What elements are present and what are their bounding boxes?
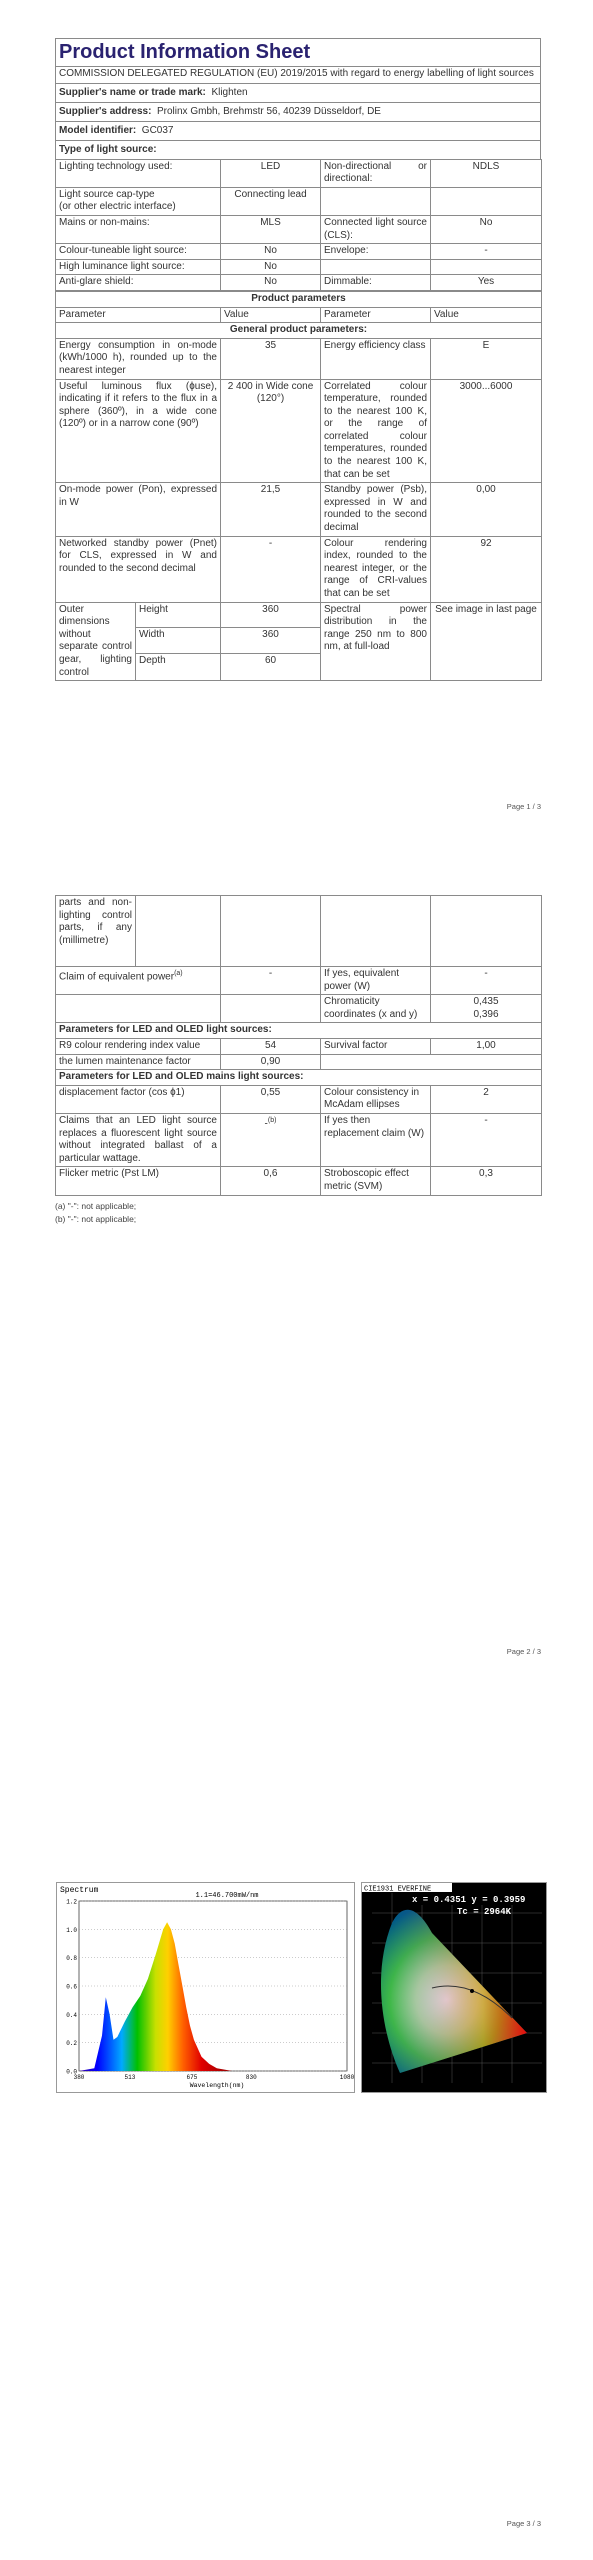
type-value-2 (431, 187, 542, 215)
general-value-1: 21,5 (221, 483, 321, 536)
spectrum-x-tick: 1080 (339, 2074, 354, 2081)
general-label-1: Useful luminous flux (ɸuse), indicating if it refers to the flux in a sphere (360º), in a wide cone (120º) or in a narrow cone (90º) (56, 379, 221, 483)
type-label-1: Anti-glare shield: (56, 275, 221, 291)
claim-value-cell (221, 1113, 321, 1166)
dimensions-label: Outer dimensions without separate control gear, lighting control (56, 602, 136, 681)
general-params-header: General product parameters: (56, 323, 542, 339)
type-label-1: Light source cap-type (or other electric interface) (56, 187, 221, 215)
type-value-2 (431, 259, 542, 275)
type-label-2: Envelope: (321, 244, 431, 260)
chroma-label: Chromaticity coordinates (x and y) (321, 995, 431, 1023)
cie-svg (362, 1883, 546, 2092)
equiv-label-cell (56, 967, 221, 995)
claim-value: - (264, 1118, 268, 1130)
empty-cell (321, 896, 431, 967)
chroma-values (431, 995, 542, 1023)
cie-tc: Tc = 2964K (457, 1907, 512, 1917)
general-row (56, 483, 542, 536)
cie-gamut-tint (381, 1910, 527, 2073)
general-label-2: Energy efficiency class (321, 338, 431, 379)
type-value-1: No (221, 259, 321, 275)
dimensions-label-continued: parts and non-lighting control parts, if any (millimetre) (56, 896, 136, 967)
general-row (56, 536, 542, 602)
regulation-text: COMMISSION DELEGATED REGULATION (EU) 2019/2015 with regard to energy labelling of light sources (55, 66, 541, 83)
supplier-address-label: Supplier's address: (59, 105, 152, 117)
cie-chart (361, 1882, 547, 2093)
type-label-2: Dimmable: (321, 275, 431, 291)
empty-cell (221, 896, 321, 967)
footnote-b: (b) "-": not applicable; (55, 1213, 137, 1224)
model-row (55, 121, 541, 140)
type-label-1: High luminance light source: (56, 259, 221, 275)
page-2 (0, 865, 593, 1715)
consist-label: Colour consistency in McAdam ellipses (321, 1085, 431, 1113)
replace-value: - (431, 1113, 542, 1166)
flicker-label: Flicker metric (Pst LM) (56, 1167, 221, 1195)
type-value-1: No (221, 275, 321, 291)
general-row (56, 338, 542, 379)
general-label-2: Standby power (Psb), expressed in W and rounded to the second decimal (321, 483, 431, 536)
general-value-2: 3000...6000 (431, 379, 542, 483)
supplier-name: Klighten (211, 86, 248, 98)
general-value-1: - (221, 536, 321, 602)
consist-value: 2 (431, 1085, 542, 1113)
col-value-1: Value (221, 307, 321, 323)
spectrum-y-tick: 0.2 (66, 2040, 77, 2048)
type-label-1: Colour-tuneable light source: (56, 244, 221, 260)
type-label-1: Lighting technology used: (56, 159, 221, 187)
lumen-value: 0,90 (221, 1054, 321, 1070)
spectrum-y-tick: 1.0 (66, 1926, 77, 1934)
general-value-1: 35 (221, 338, 321, 379)
type-row (56, 187, 542, 215)
spectrum-irradiance: 1.1=46.700mW/nm (195, 1892, 259, 1900)
col-value-2: Value (431, 307, 542, 323)
flicker-value: 0,6 (221, 1167, 321, 1195)
spectrum-xlabel: Wavelength(nm) (189, 2082, 245, 2089)
r9-value: 54 (221, 1038, 321, 1054)
page-number-2: Page 2 / 3 (506, 1647, 541, 1656)
equiv-power-label: If yes, equivalent power (W) (321, 967, 431, 995)
type-label-1: Mains or non-mains: (56, 215, 221, 243)
disp-label: displacement factor (cos ɸ1) (56, 1085, 221, 1113)
supplier-address-row (55, 102, 541, 121)
type-value-2: No (431, 215, 542, 243)
cie-title: CIE1931 EVERFINE (364, 1885, 432, 1894)
empty-cell (56, 995, 221, 1023)
equiv-value: - (221, 967, 321, 995)
empty-cell (431, 896, 542, 967)
equiv-power-value: - (431, 967, 542, 995)
general-row (56, 379, 542, 483)
general-label-1: On-mode power (Pon), expressed in W (56, 483, 221, 536)
general-value-2: 0,00 (431, 483, 542, 536)
strobo-value: 0,3 (431, 1167, 542, 1195)
general-value-2: 92 (431, 536, 542, 602)
general-value-2: E (431, 338, 542, 379)
width-label: Width (136, 628, 221, 654)
general-label-1: Networked standby power (Pnet) for CLS, expressed in W and rounded to the second decimal (56, 536, 221, 602)
page-3 (0, 1720, 593, 2560)
equiv-label: Claim of equivalent power (59, 971, 175, 983)
height-value: 360 (221, 602, 321, 628)
mains-params-header: Parameters for LED and OLED mains light sources: (56, 1070, 542, 1086)
type-label-2 (321, 259, 431, 275)
spectrum-y-tick: 0.0 (66, 2068, 77, 2076)
info-sheet (55, 38, 541, 681)
survival-value: 1,00 (431, 1038, 542, 1054)
claim-label: Claims that an LED light source replaces a fluorescent light source without integrated ballast of a particular wattage. (56, 1113, 221, 1166)
type-value-2: - (431, 244, 542, 260)
general-value-1: 2 400 in Wide cone (120°) (221, 379, 321, 483)
type-table (55, 159, 542, 291)
type-label-2: Connected light source (CLS): (321, 215, 431, 243)
type-label-2: Non-directional or directional: (321, 159, 431, 187)
chroma-y: 0,396 (473, 1008, 499, 1020)
model-value: GC037 (141, 124, 174, 136)
equiv-sup: (a) (174, 970, 183, 977)
type-row (56, 259, 542, 275)
page-number-1: Page 1 / 3 (506, 802, 541, 811)
type-value-1: No (221, 244, 321, 260)
doc-title: Product Information Sheet (55, 38, 541, 66)
lumen-label: the lumen maintenance factor (56, 1054, 221, 1070)
footnote-a: (a) "-": not applicable; (55, 1200, 137, 1211)
cie-point (470, 1989, 474, 1993)
type-row (56, 244, 542, 260)
spectrum-y-tick: 0.8 (66, 1955, 77, 1963)
spectrum-title: Spectrum (60, 1886, 99, 1895)
supplier-address: Prolinx Gmbh, Brehmstr 56, 40239 Düsseldorf, DE (156, 105, 381, 117)
depth-label: Depth (136, 654, 221, 681)
spectrum-y-tick: 0.6 (66, 1983, 77, 1991)
spectrum-y-tick: 1.2 (66, 1898, 77, 1906)
params-table (55, 291, 542, 681)
spectrum-chart (56, 1882, 355, 2093)
type-value-2: NDLS (431, 159, 542, 187)
type-value-1: MLS (221, 215, 321, 243)
spectrum-x-tick: 675 (186, 2074, 198, 2081)
info-sheet-continued (55, 895, 541, 1226)
spd-value: See image in last page (431, 602, 542, 681)
page-1 (0, 0, 593, 820)
r9-label: R9 colour rendering index value (56, 1038, 221, 1054)
empty-cell (321, 1054, 542, 1070)
led-params-header: Parameters for LED and OLED light sources: (56, 1023, 542, 1039)
spd-label: Spectral power distribution in the range 250 nm to 800 nm, at full-load (321, 602, 431, 681)
supplier-name-label: Supplier's name or trade mark: (59, 86, 206, 98)
spectrum-x-tick: 513 (124, 2074, 136, 2081)
product-params-header: Product parameters (56, 291, 542, 307)
disp-value: 0,55 (221, 1085, 321, 1113)
general-label-2: Correlated colour temperature, rounded to the nearest 100 K, or the range of correlated colour temperatures, rounded to the nearest 100 K, that can be set (321, 379, 431, 483)
cie-xy: x = 0.4351 y = 0.3959 (412, 1895, 526, 1905)
height-label: Height (136, 602, 221, 628)
col-param-2: Parameter (321, 307, 431, 323)
empty-cell (136, 896, 221, 967)
spectrum-x-tick: 830 (245, 2074, 257, 2081)
type-value-2: Yes (431, 275, 542, 291)
replace-label: If yes then replacement claim (W) (321, 1113, 431, 1166)
params-table-continued (55, 895, 542, 1196)
col-param-1: Parameter (56, 307, 221, 323)
claim-sup: (b) (267, 1116, 277, 1124)
spectrum-area (79, 1922, 232, 2071)
type-value-1: Connecting lead (221, 187, 321, 215)
spectrum-y-tick: 0.4 (66, 2011, 77, 2019)
general-label-1: Energy consumption in on-mode (kWh/1000 h), rounded up to the nearest integer (56, 338, 221, 379)
spectrum-svg (57, 1883, 354, 2092)
type-label-2 (321, 187, 431, 215)
page-number-3: Page 3 / 3 (506, 2519, 541, 2528)
width-value: 360 (221, 628, 321, 654)
depth-value: 60 (221, 654, 321, 681)
supplier-name-row (55, 83, 541, 102)
spectrum-x-tick: 380 (73, 2074, 85, 2081)
empty-cell (221, 995, 321, 1023)
footnotes (55, 1200, 541, 1226)
type-row (56, 275, 542, 291)
type-value-1: LED (221, 159, 321, 187)
strobo-label: Stroboscopic effect metric (SVM) (321, 1167, 431, 1195)
survival-label: Survival factor (321, 1038, 431, 1054)
model-label: Model identifier: (59, 124, 137, 136)
type-row (56, 159, 542, 187)
type-header: Type of light source: (55, 140, 541, 159)
chroma-x: 0,435 (473, 996, 499, 1008)
type-row (56, 215, 542, 243)
general-label-2: Colour rendering index, rounded to the nearest integer, or the range of CRI-values that can be set (321, 536, 431, 602)
